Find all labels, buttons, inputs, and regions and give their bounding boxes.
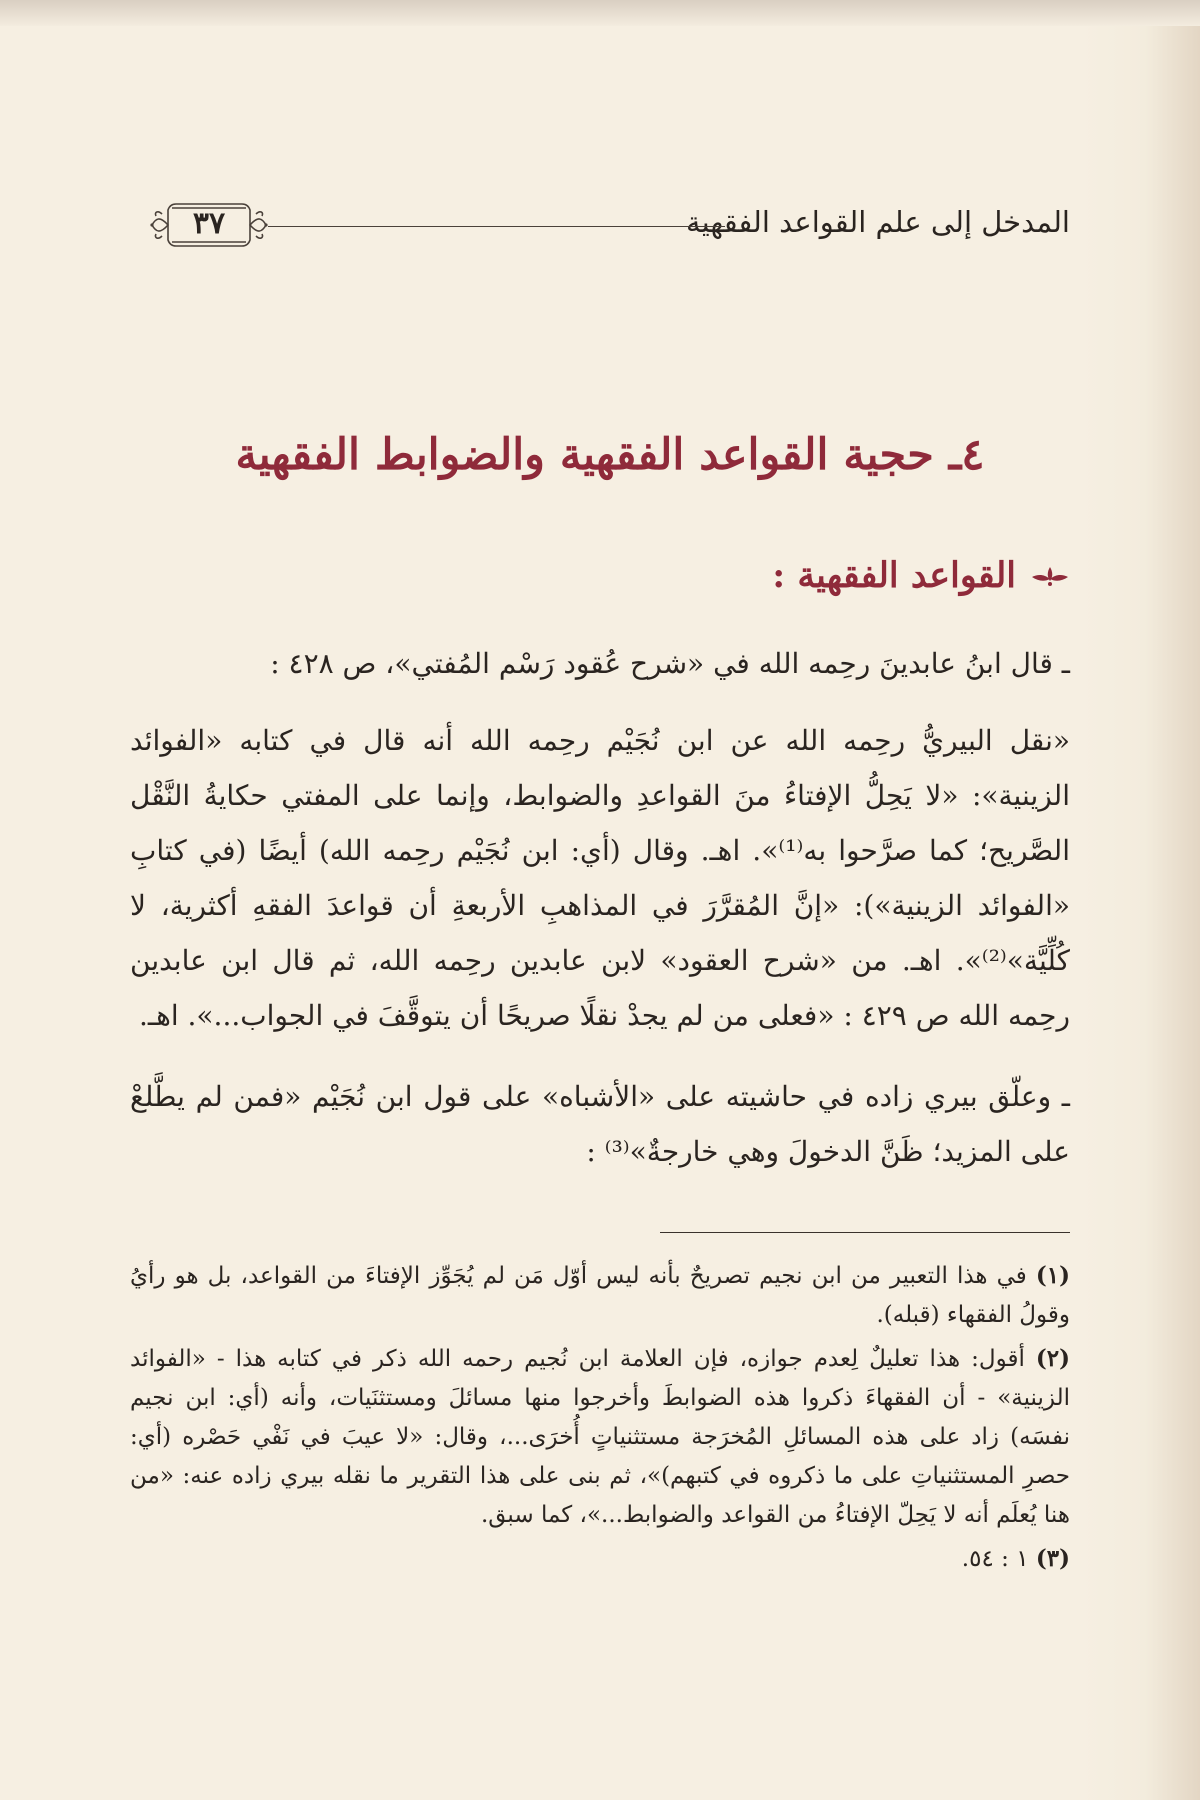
chapter-title: ٤ـ حجية القواعد الفقهية والضوابط الفقهية [235, 430, 985, 480]
body-paragraph: ـ قال ابنُ عابدينَ رحِمه الله في «شرح عُقود رَسْم المُفتي»، ص ٤٢٨ : [270, 647, 1070, 680]
page-number: ٣٧ [192, 206, 226, 241]
body-paragraph: «نقل البيريُّ رحِمه الله عن ابن نُجَيْم رحِمه الله أنه قال في كتابه «الفوائد الزينية»: «لا يَحِلُّ الإفتاءُ منَ القواعدِ والضوابط، وإنما على المفتي حكايةُ النَّقْل الصَّريح؛ كما صرَّحوا به⁽¹⁾». اهـ. وقال (أي: ابن نُجَيْم رحِمه الله) أيضًا (في كتابِ «الفوائد الزينية»): «إنَّ المُقرَّرَ في المذاهبِ الأربعةِ أن قواعدَ الفقهِ أكثرية، لا كُلِّيَّة»⁽²⁾». اهـ. من «شرح العقود» لابن عابدين رحِمه الله، ثم قال ابن عابدين رحِمه الله ص ٤٢٩ : «فعلى من لم يجدْ نقلًا صريحًا أن يتوقَّفَ في الجواب...». اهـ. [130, 724, 1070, 1032]
running-header [150, 196, 1070, 256]
footnote-text: ١ : ٥٤. [961, 1546, 1029, 1572]
section-heading [772, 548, 1070, 604]
floral-ornament-icon [1030, 565, 1070, 587]
footnote-mark: (١) [1035, 1262, 1071, 1289]
footnote-text: في هذا التعبير من ابن نجيم تصريحٌ بأنه ليس أوّل مَن لم يُجَوِّز الإفتاءَ من القواعد، بل هو رأيُ وقولُ الفقهاء (قبله). [130, 1263, 1070, 1328]
running-title: المدخل إلى علم القواعد الفقهية [686, 205, 1070, 239]
footnote-mark: (٢) [1035, 1345, 1071, 1372]
footnote-text: أقول: هذا تعليلٌ لِعدم جوازه، فإن العلامة ابن نُجيم رحمه الله ذكر في كتابه هذا - «الفوائد الزينية» - أن الفقهاءَ ذكروا هذه الضوابطَ وأخرجوا منها مسائلَ ومستثنَيات، وأنه (أي: ابن نجيم نفسَه) زاد على هذه المسائلِ المُخرَجة مستثنياتٍ أُخرَى...، وقال: «لا عيبَ في نَفْي حَصْره (أي: حصرِ المستثنياتِ على ما ذكروه في كتبهم)»، ثم بنى على هذا التقرير ما نقله بيري زاده عنه: «من هنا يُعلَم أنه لا يَحِلّ الإفتاءُ من القواعد والضوابط...»، كما سبق. [130, 1346, 1070, 1528]
body-text [130, 636, 1070, 1179]
footnote-1 [130, 1256, 1070, 1335]
body-paragraph: ـ وعلّق بيري زاده في حاشيته على «الأشباه» على قول ابن نُجَيْم «فمن لم يطَّلعْ على المزيد؛ ظَنَّ الدخولَ وهي خارجةٌ»⁽³⁾ : [130, 1080, 1070, 1168]
footnote-2 [130, 1339, 1070, 1535]
section-heading-label: القواعد الفقهية : [772, 555, 1016, 596]
footnotes [130, 1256, 1070, 1583]
header-rule [268, 226, 725, 227]
footnote-separator [660, 1232, 1070, 1233]
page-number-badge [150, 196, 268, 254]
footnote-3 [130, 1539, 1070, 1579]
footnote-mark: (٣) [1035, 1545, 1070, 1572]
